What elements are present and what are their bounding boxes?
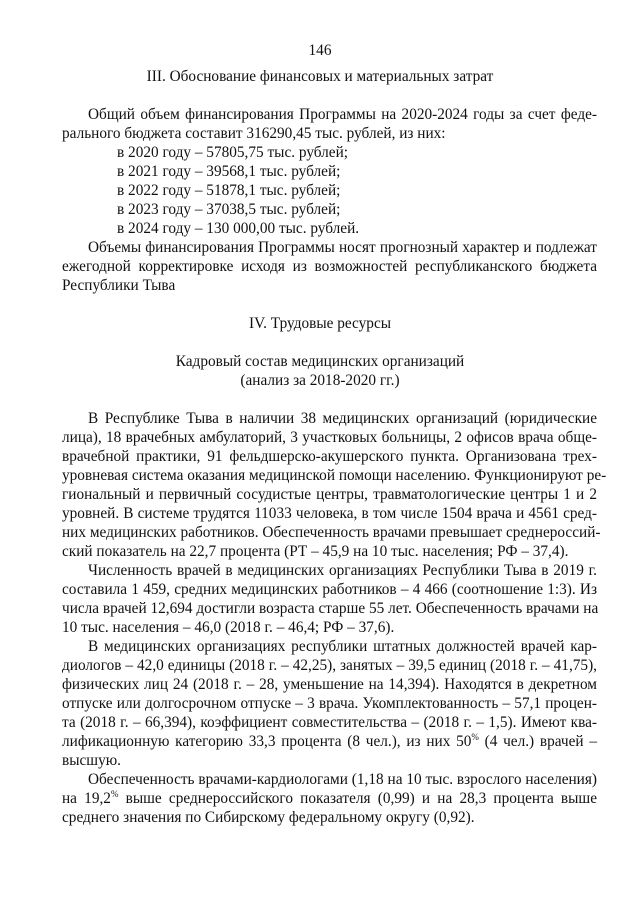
p3-line-7: высшую. [62,752,121,769]
p1-line-4: уровневая система оказания медицинской помощи населению. Функционируют ре- [62,467,607,484]
p2-line-1: Численность врачей в медицинских организациях Республики Тыва в 2019 г. [88,562,597,579]
p2-line-4: 10 тыс. населения – 46,0 (2018 г. – 46,4; РФ – 37,6). [62,619,395,636]
finance-note-line-1: Объемы финансирования Программы носят прогнозный характер и подлежат [88,239,597,256]
p2-line-3: числа врачей 12,694 достигли возраста старше 55 лет. Обеспеченность врачами на [62,600,599,617]
subheading-staff: Кадровый состав медицинских организаций [175,353,465,370]
finance-year-2020: в 2020 году – 57805,75 тыс. рублей; [117,144,349,161]
percent-superscript: % [471,732,479,742]
p3-line-5: та (2018 г. – 66,394), коэффициент совместительства – (2018 г. – 1,5). Имеют ква- [62,714,597,731]
p1-line-5: гиональный и первичный сосудистые центры, травматологические центры 1 и 2 [62,486,597,503]
finance-year-2023: в 2023 году – 37038,5 тыс. рублей; [117,201,341,218]
p4-line-2: на 19,2% выше среднероссийского показателя (0,99) и на 28,3 процента выше [62,789,598,807]
finance-year-2024: в 2024 году – 130 000,00 тыс. рублей. [117,220,360,237]
p3-line-3: физических лиц 24 (2018 г. – 28, уменьшение на 14,394). Находятся в декретном [62,676,597,693]
p4-line-1: Обеспеченность врачами-кардиологами (1,18 на 10 тыс. взрослого населения) [88,771,597,788]
finance-year-2021: в 2021 году – 39568,1 тыс. рублей; [117,163,341,180]
page-number: 146 [308,42,332,59]
p3-line-1: В медицинских организациях республики штатных должностей врачей кар- [88,638,597,655]
subheading-period: (анализ за 2018-2020 гг.) [240,372,400,389]
percent-superscript: % [110,789,119,799]
p3-line-4: отпуске или долгосрочном отпуске – 3 врача. Укомплектованность – 57,1 процен- [62,695,597,712]
finance-year-2022: в 2022 году – 51878,1 тыс. рублей; [117,182,341,199]
p1-line-1: В Республике Тыва в наличии 38 медицинских организаций (юридические [88,410,597,427]
finance-note-line-3: Республики Тыва [62,277,176,294]
section-heading-finance: III. Обоснование финансовых и материальных затрат [146,68,494,85]
p1-line-2: лица), 18 врачебных амбулаторий, 3 участковых больницы, 2 офисов врача обще- [62,429,597,446]
p4-line-3: среднего значения по Сибирскому федеральному округу (0,92). [62,809,475,826]
p1-line-3: врачебной практики, 91 фельдшерско-акушерского пункта. Организована трех- [62,448,597,465]
p2-line-2: составила 1 459, средних медицинских работников – 4 466 (соотношение 1:3). Из [62,581,597,598]
p1-line-6: уровней. В системе трудятся 11033 человека, в том числе 1504 врача и 4561 сред- [62,505,597,522]
finance-intro-line-1: Общий объем финансирования Программы на 2020-2024 годы за счет феде- [88,106,597,123]
p3-line-6: лификационную категорию 33,3 процента (8 чел.), из них 50% (4 чел.) врачей – [62,732,597,750]
finance-intro-line-2: рального бюджета составит 316290,45 тыс. рублей, из них: [62,125,446,142]
p3-line-2: диологов – 42,0 единицы (2018 г. – 42,25), занятых – 39,5 единиц (2018 г. – 41,75), [62,657,597,674]
section-heading-labor: IV. Трудовые ресурсы [248,315,392,332]
finance-note-line-2: ежегодной корректировке исходя из возможностей республиканского бюджета [62,258,597,275]
p1-line-7: них медицинских работников. Обеспеченность врачами превышает среднероссий- [62,524,601,541]
p1-line-8: ский показатель на 22,7 процента (РТ – 45,9 на 10 тыс. населения; РФ – 37,4). [62,543,569,560]
